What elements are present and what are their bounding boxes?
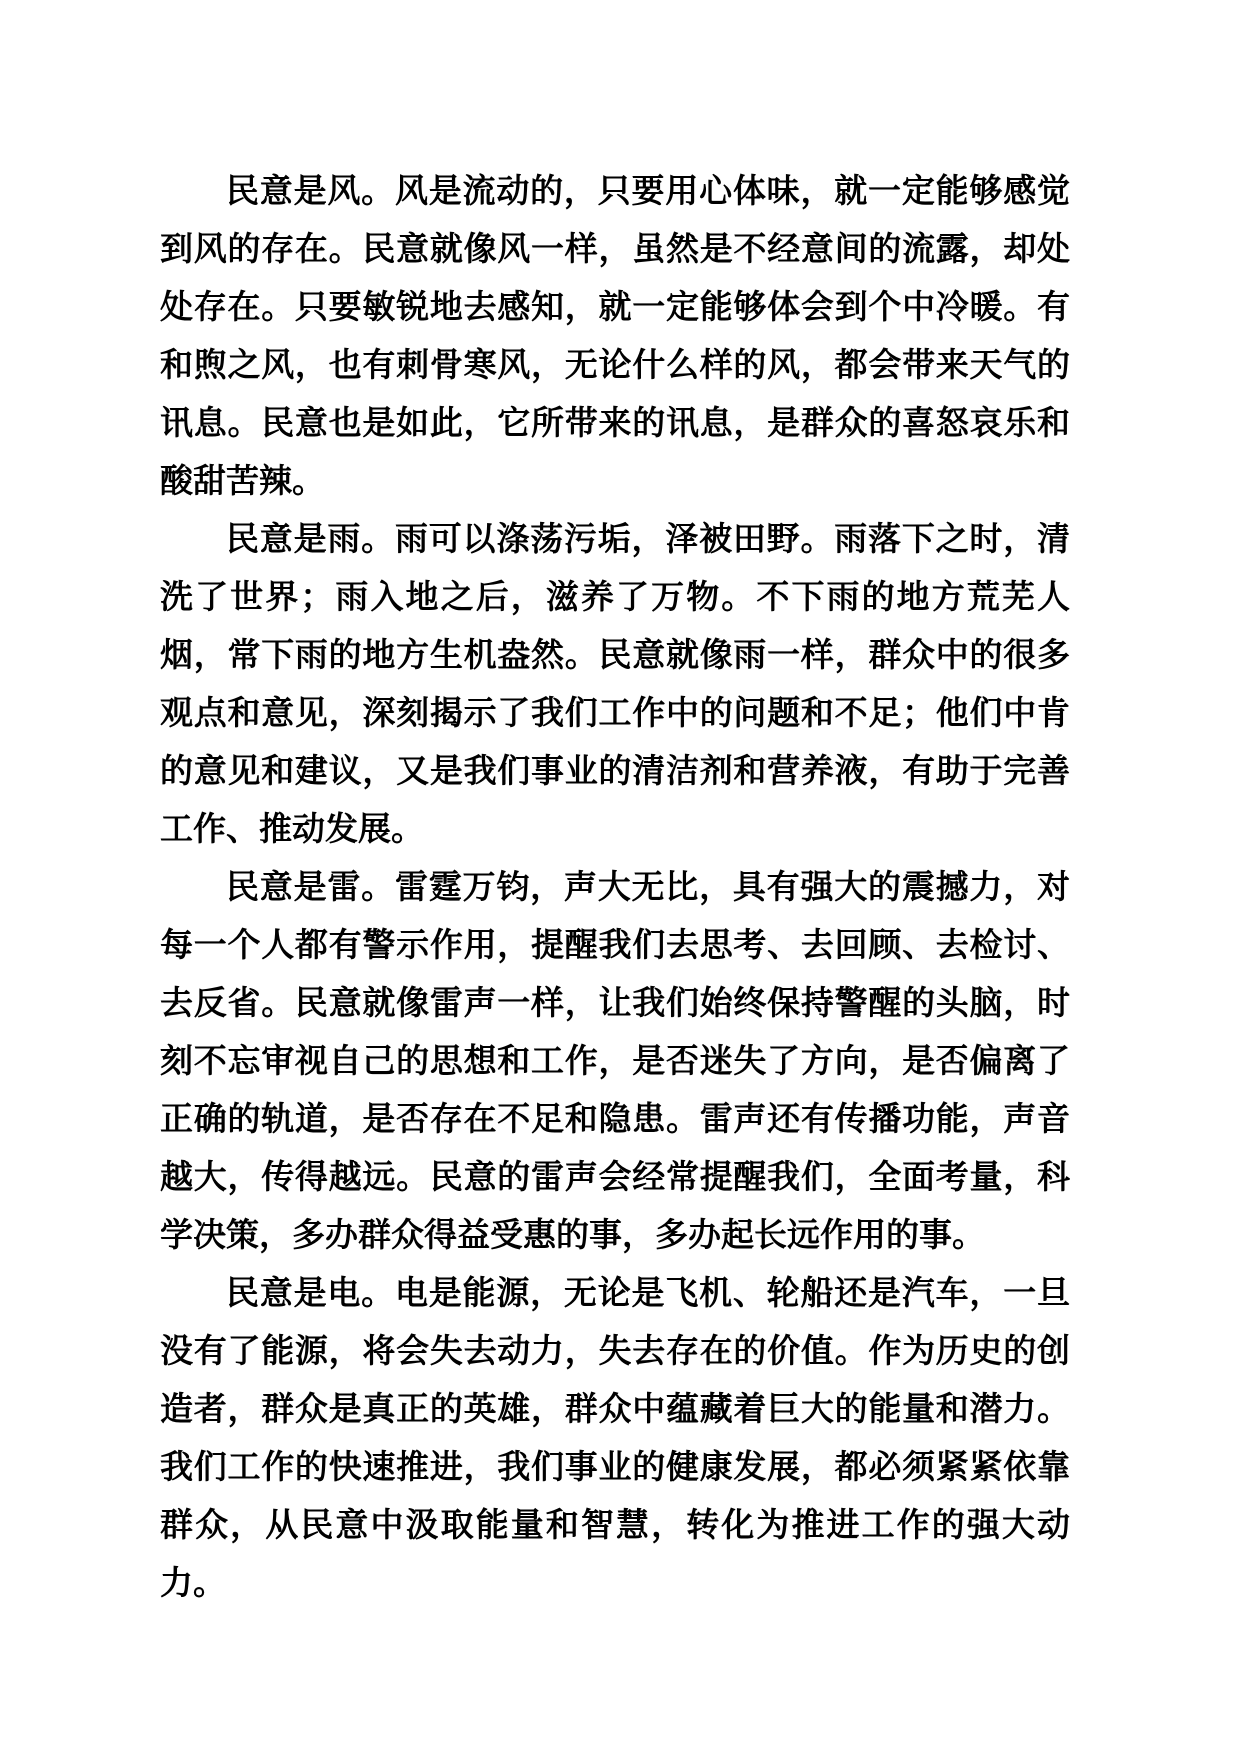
paragraph-electricity: 民意是电。电是能源，无论是飞机、轮船还是汽车，一旦没有了能源，将会失去动力，失去存在的价值。作为历史的创造者，群众是真正的英雄，群众中蕴藏着巨大的能量和潜力。我们工作的快速推进，我们事业的健康发展，都必须紧紧依靠群众，从民意中汲取能量和智慧，转化为推进工作的强大动力。: [160, 1273, 1070, 1602]
document-body: [160, 162, 1070, 1612]
paragraph-wind: 民意是风。风是流动的，只要用心体味，就一定能够感觉到风的存在。民意就像风一样，虽然是不经意间的流露，却处处存在。只要敏锐地去感知，就一定能够体会到个中冷暖。有和煦之风，也有刺骨寒风，无论什么样的风，都会带来天气的讯息。民意也是如此，它所带来的讯息，是群众的喜怒哀乐和酸甜苦辣。: [160, 171, 1070, 500]
paragraph-rain: 民意是雨。雨可以涤荡污垢，泽被田野。雨落下之时，清洗了世界；雨入地之后，滋养了万物。不下雨的地方荒芜人烟，常下雨的地方生机盎然。民意就像雨一样，群众中的很多观点和意见，深刻揭示了我们工作中的问题和不足；他们中肯的意见和建议，又是我们事业的清洁剂和营养液，有助于完善工作、推动发展。: [160, 519, 1070, 848]
paragraph-thunder: 民意是雷。雷霆万钧，声大无比，具有强大的震撼力，对每一个人都有警示作用，提醒我们去思考、去回顾、去检讨、去反省。民意就像雷声一样，让我们始终保持警醒的头脑，时刻不忘审视自己的思想和工作，是否迷失了方向，是否偏离了正确的轨道，是否存在不足和隐患。雷声还有传播功能，声音越大，传得越远。民意的雷声会经常提醒我们，全面考量，科学决策，多办群众得益受惠的事，多办起长远作用的事。: [160, 867, 1070, 1254]
